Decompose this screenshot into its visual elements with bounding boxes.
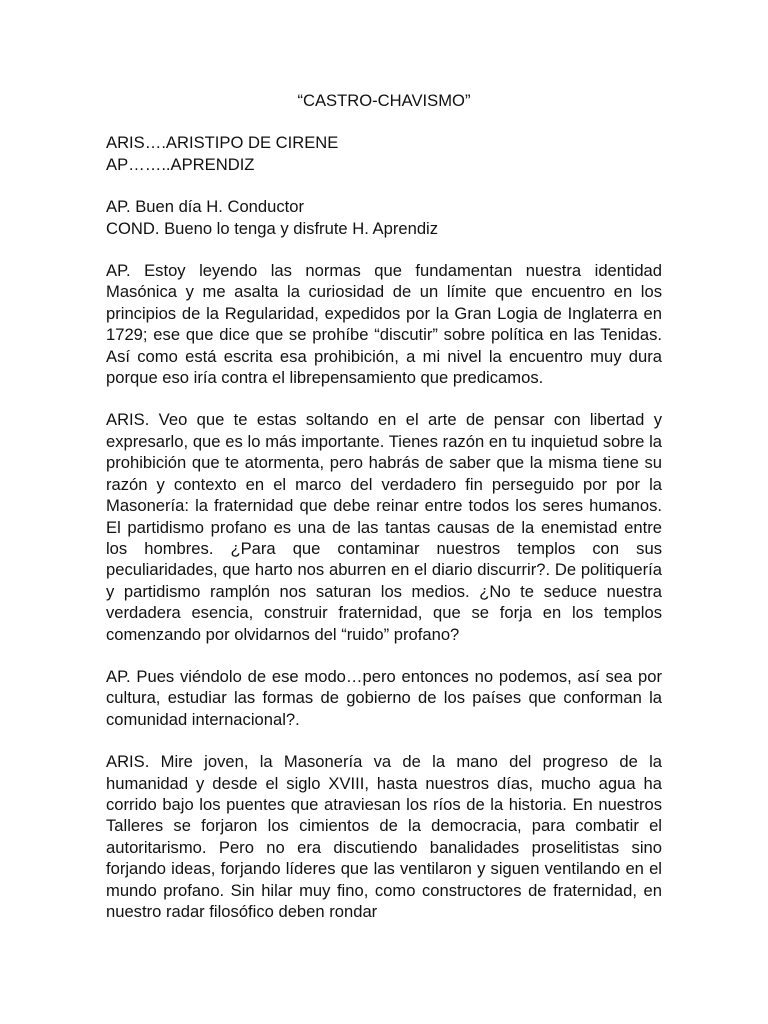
greeting-cond: COND. Bueno lo tenga y disfrute H. Aprendiz [106,218,439,238]
document-title: “CASTRO-CHAVISMO” [297,91,471,110]
paragraph-aris-answer: ARIS. Veo que te estas soltando en el arte de pensar con libertad y expresarlo, que es lo más importante. Tienes razón en tu inquietud sobre la prohibición que te atormenta, pero habrás de saber que la misma tiene su razón y contexto en el marco del verdadero fin perseguido por por la Masonería: la fraternidad que debe reinar entre todos los seres humanos. El partidismo profano es una de las tantas causas de la enemistad entre los hombres. ¿Para que contaminar nuestros templos con sus peculiaridades, que harto nos aburren en el diario discurrir?. De politiquería y partidismo ramplón nos saturan los medios. ¿No te seduce nuestra verdadera esencia, construir fraternidad, que se forja en los templos comenzando por olvidarnos del “ruido” profano? [106,410,662,644]
document-body [106,90,662,943]
spacer [106,239,662,260]
paragraph-ap-question: AP. Estoy leyendo las normas que fundamentan nuestra identidad Masónica y me asalta la curiosidad de un límite que encuentro en los principios de la Regularidad, expedidos por la Gran Logia de Inglaterra en 1729; ese que dice que se prohíbe “discutir” sobre política en las Tenidas. Así como está escrita esa prohibición, a mi nivel la encuentro muy dura porque eso iría contra el librepensamiento que predicamos. [106,261,662,388]
paragraph-aris-reply: ARIS. Mire joven, la Masonería va de la mano del progreso de la humanidad y desde el siglo XVIII, hasta nuestros días, mucho agua ha corrido bajo los puentes que atraviesan los ríos de la historia. En nuestros Talleres se forjaron los cimientos de la democracia, para combatir el autoritarismo. Pero no era discutiendo banalidades proselitistas sino forjando ideas, forjando líderes que las ventilaron y siguen ventilando en el mundo profano. Sin hilar muy fino, como constructores de fraternidad, en nuestro radar filosófico deben rondar [106,752,662,921]
paragraph-ap-followup: AP. Pues viéndolo de ese modo…pero entonces no podemos, así sea por cultura, estudiar las formas de gobierno de los países que conforman la comunidad internacional?. [106,666,662,729]
legend-aris: ARIS….ARISTIPO DE CIRENE [106,133,339,153]
spacer [106,175,662,196]
legend-ap: AP……..APRENDIZ [106,154,255,174]
greeting-ap: AP. Buen día H. Conductor [106,197,305,217]
